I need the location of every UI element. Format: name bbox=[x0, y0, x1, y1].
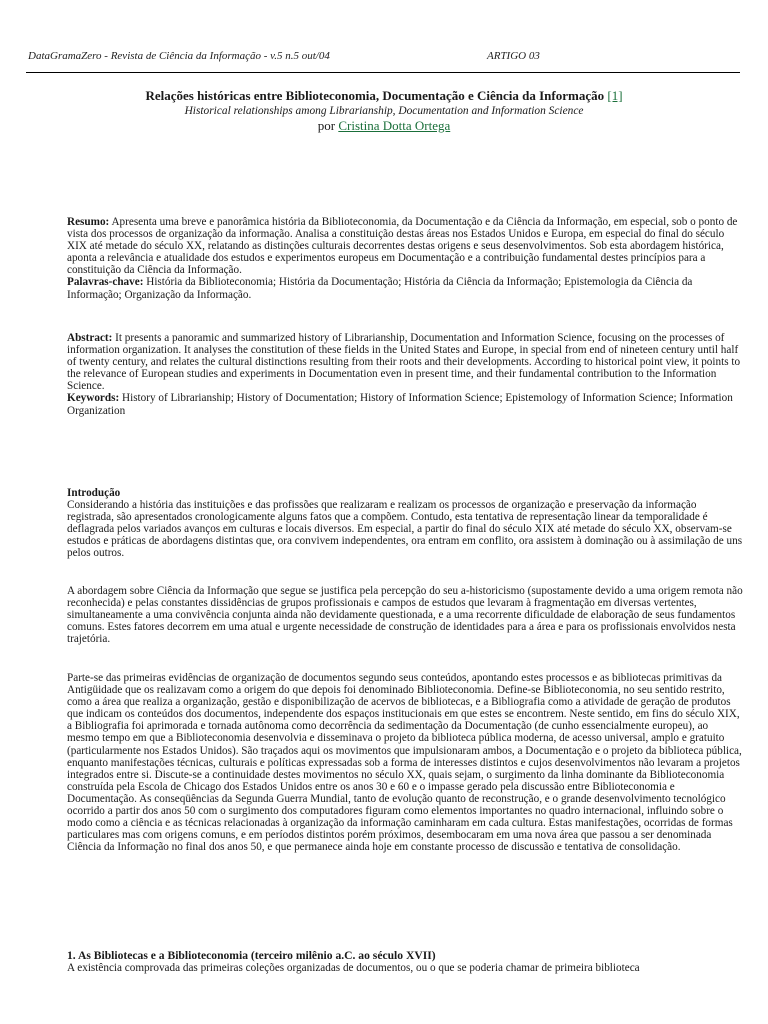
abstract-paragraph bbox=[67, 332, 743, 392]
article-number: ARTIGO 03 bbox=[487, 50, 540, 62]
introducao-paragraph-3-block bbox=[67, 672, 743, 853]
author-line bbox=[0, 118, 768, 134]
introducao-paragraph-3: Parte-se das primeiras evidências de organização de documentos segundo seus conteúdos, apontando estes processos e as bibliotecas primitivas da Antigüidade que os realizavam como a origem do que depois foi denominado Biblioteconomia. Define-se Biblioteconomia, no seu sentido restrito, como a área que realiza a organização, gestão e disponibilização de acervos de bibliotecas, e a Bibliografia como a atividade de geração de produtos que indicam os conteúdos dos documentos, independente dos espaços institucionais em que estes se encontrem. Neste sentido, em fins do século XIX, a Bibliografia foi aprimorada e tornada autônoma como decorrência da sedimentação da Documentação (de cunho essencialmente europeu), ao mesmo tempo em que a Biblioteconomia desenvolvia e disseminava o projeto da biblioteca pública moderna, de acesso universal, amplo e gratuito (particularmente nos Estados Unidos). São traçados aqui os movimentos que impulsionaram ambos, a Documentação e o projeto da biblioteca pública, enquanto manifestações técnicas, culturais e políticas expressadas sob a forma de interesses distintos e cujos desenvolvimentos não levaram a projetos integrados entre si. Discute-se a continuidade destes movimentos no século XX, quais sejam, o surgimento da linha dominante da Biblioteconomia construída pela Escola de Chicago dos Estados Unidos entre os anos 30 e 60 e o impasse gerado pela discussão entre Biblioteconomia e Documentação. As conseqüências da Segunda Guerra Mundial, tanto de evolução quanto de reconstrução, e o grande desenvolvimento tecnológico ocorrido a partir dos anos 50 com o surgimento dos computadores figuram como elementos importantes no quadro internacional, influindo sobre o modo como a ciência e as técnicas relacionadas à organização da informação caminharam em cada cultura. Estas manifestações, ocorridas de formas particulares mas com origens comuns, e em períodos distintos porém próximos, desembocaram em uma nova área que passou a ser denominada Ciência da Informação no final dos anos 50, e que permanece ainda hoje em constante processo de discussão e tentativa de consolidação. bbox=[67, 672, 742, 854]
journal-citation: DataGramaZero - Revista de Ciência da Informação - v.5 n.5 out/04 bbox=[28, 50, 330, 62]
keywords-text: History of Librarianship; History of Documentation; History of Information Science; Epistemology of Information Science; Information Organization bbox=[67, 392, 733, 417]
abstract-section bbox=[67, 332, 743, 417]
footnote-link[interactable]: [1] bbox=[607, 88, 623, 103]
author-prefix: por bbox=[317, 118, 336, 133]
introducao-paragraph-2: A abordagem sobre Ciência da Informação que segue se justifica pela percepção do seu a-historicismo (supostamente devido a uma origem remota não reconhecida) e pelas constantes dissidências de grupos profissionais e campos de estudos que levaram à fragmentação em diversas vertentes, simultaneamente a uma convivência conjunta ainda não devidamente questionada, e a uma recorrente dificuldade de elaboração de seus fundamentos comuns. Estes fatores decorrem em uma atual e urgente necessidade de construção de identidades para a área e para os profissionais envolvidos nesta trajetória. bbox=[67, 585, 743, 646]
journal-header bbox=[28, 50, 740, 62]
resumo-section bbox=[67, 216, 743, 301]
resumo-text: Apresenta uma breve e panorâmica história da Biblioteconomia, da Documentação e da Ciência da Informação, em especial, sob o ponto de vista dos processos de organização da informação. Analisa a constituição destas áreas nos Estados Unidos e Europa, em especial do final do século XIX até metade do século XX, relatando as distinções culturais decorrentes destas origens e seus desenvolvimentos. Sob esta abordagem histórica, aponta a relevância e atualidade dos estudos e experimentos europeus em Documentação e a contribuição fundamental destes princípios para a constituição da Ciência da Informação. bbox=[67, 216, 738, 277]
header-divider bbox=[26, 72, 740, 73]
introducao-section bbox=[67, 487, 743, 560]
keywords-paragraph bbox=[67, 392, 743, 416]
abstract-text: It presents a panoramic and summarized history of Librarianship, Documentation and Information Science, focusing on the processes of information organization. It analyses the constitution of these fields in the United States and Europe, in special from end of nineteen century until half of twenty century, and relates the cultural distinctions resulting from their roots and their developments. According to historical point view, it points to the relevance of European studies and experiments in Documentation even in present time, and their fundamental contribution to the Information Science. bbox=[67, 332, 741, 393]
abstract-label: Abstract: bbox=[67, 332, 113, 344]
title-text: Relações históricas entre Biblioteconomia, Documentação e Ciência da Informação bbox=[145, 88, 605, 103]
keywords-label: Keywords: bbox=[67, 392, 120, 405]
introducao-heading-text: Introdução bbox=[67, 487, 121, 499]
introducao-paragraph-2-block bbox=[67, 585, 743, 645]
resumo-label: Resumo: bbox=[67, 216, 110, 228]
section-1-heading bbox=[67, 950, 743, 962]
palavras-chave-text: História da Biblioteconomia; História da Documentação; História da Ciência da Informação; Epistemologia da Ciência da Informação; Organização da Informação. bbox=[67, 276, 693, 301]
article-title bbox=[0, 88, 768, 104]
section-1 bbox=[67, 950, 743, 974]
introducao-paragraph-1: Considerando a história das instituições e das profissões que realizaram e realizam os processos de organização e preservação da informação registrada, são apresentados cronologicamente alguns fatos que a compõem. Contudo, esta tentativa de representação linear da temporalidade é deflagrada pelos variados avanços em culturas e locais diversos. Em especial, a partir do final do século XIX até metade do século XX, observam-se estudos e práticas de abordagens distintas que, ora convivem independentes, ora entram em conflito, ora assistem à dominação ou à assimilação de uns pelos outros. bbox=[67, 499, 743, 560]
palavras-chave-paragraph bbox=[67, 276, 743, 300]
title-block bbox=[0, 88, 768, 134]
palavras-chave-label: Palavras-chave: bbox=[67, 276, 144, 289]
introducao-heading bbox=[67, 487, 743, 499]
resumo-paragraph bbox=[67, 216, 743, 276]
section-1-first-line: A existência comprovada das primeiras coleções organizadas de documentos, ou o que se poderia chamar de primeira biblioteca bbox=[67, 962, 640, 975]
english-title: Historical relationships among Librarianship, Documentation and Information Science bbox=[184, 105, 584, 117]
author-link[interactable]: Cristina Dotta Ortega bbox=[338, 118, 451, 133]
section-1-heading-text: 1. As Bibliotecas e a Biblioteconomia (terceiro milênio a.C. ao século XVII) bbox=[67, 949, 436, 962]
